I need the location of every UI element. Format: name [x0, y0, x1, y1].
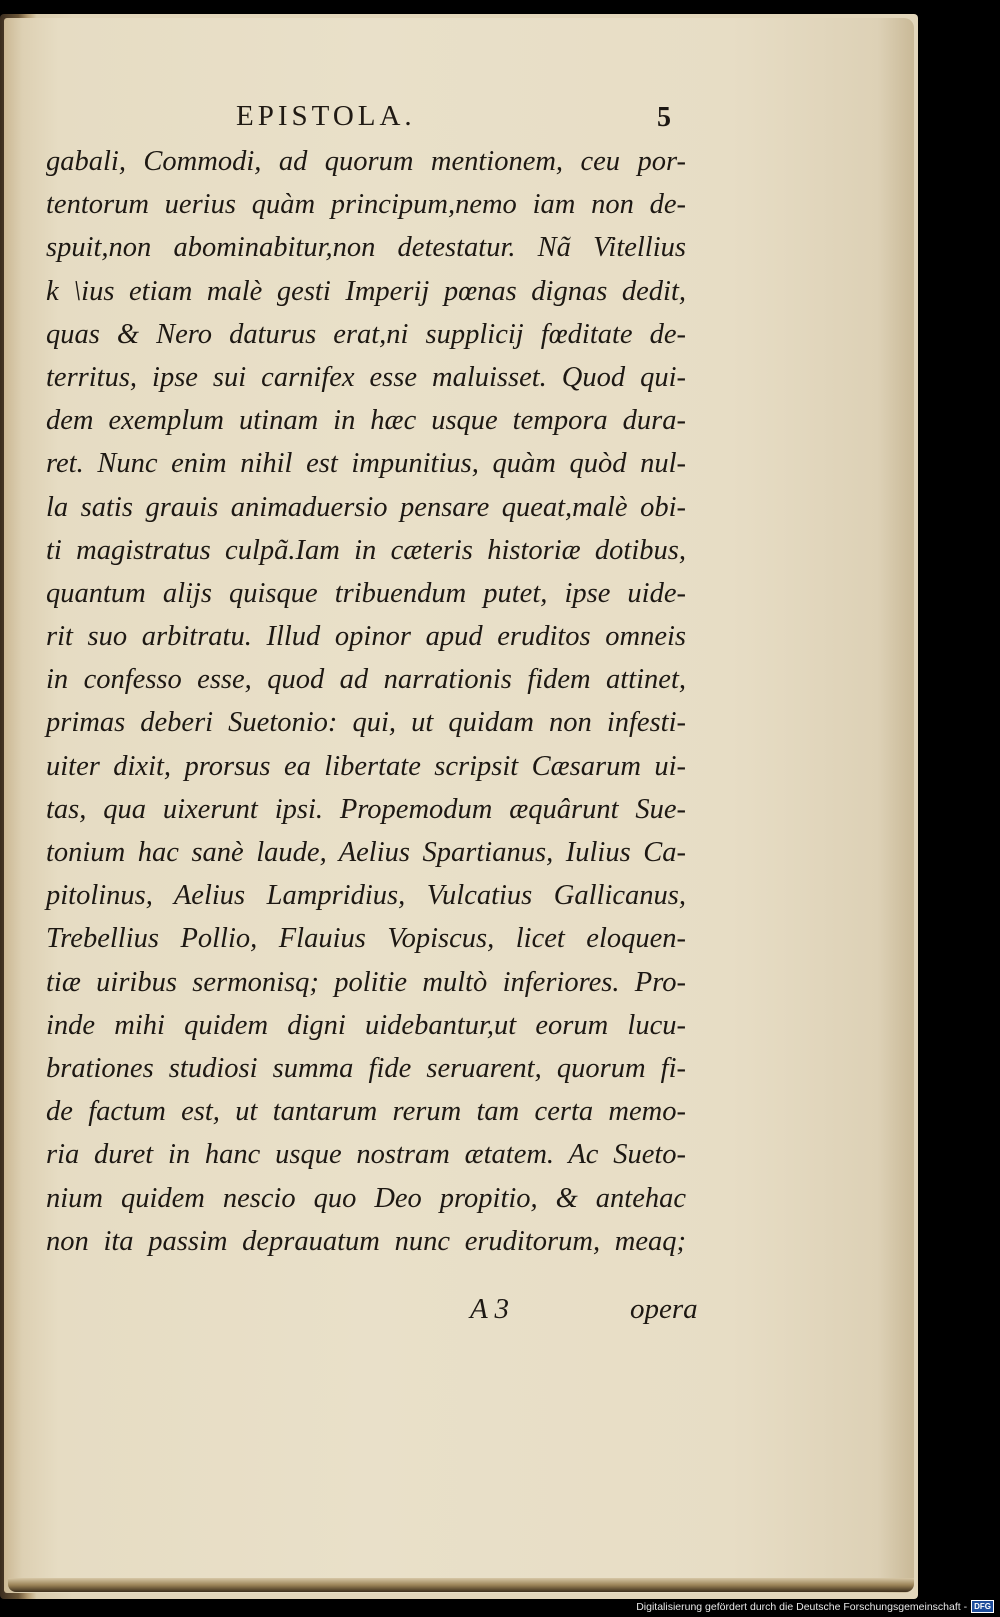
text-line: tentorum uerius quàm principum,nemo iam non de- [46, 189, 686, 221]
text-line: gabali, Commodi, ad quorum mentionem, ceu por- [46, 146, 686, 177]
text-line: in confesso esse, quod ad narrationis fidem attinet, [46, 664, 686, 696]
text-line: spuit,non abominabitur,non detestatur. Nã Vitellius [46, 232, 686, 264]
text-line: rit suo arbitratu. Illud opinor apud eruditos omneis [46, 621, 686, 653]
text-line: la satis grauis animaduersio pensare queat,malè obi- [46, 491, 686, 523]
signature-mark: A 3 [470, 1293, 509, 1325]
text-line: brationes studiosi summa fide seruarent, quorum fi- [46, 1052, 686, 1084]
catchword: opera [630, 1293, 698, 1325]
text-line: primas deberi Suetonio: qui, ut quidam non infesti- [46, 707, 686, 739]
text-line: ti magistratus culpã.Iam in cæteris historiæ dotibus, [46, 534, 686, 566]
text-line: territus, ipse sui carnifex esse maluisset. Quod qui- [46, 361, 686, 393]
text-line: non ita passim deprauatum nunc eruditorum, meaq; [46, 1225, 686, 1257]
text-line: quantum alijs quisque tribuendum putet, ipse uide- [46, 577, 686, 609]
text-line: nium quidem nescio quo Deo propitio, & antehac [46, 1182, 686, 1214]
text-line: tonium hac sanè laude, Aelius Spartianus, Iulius Ca- [46, 837, 686, 868]
body-text [46, 140, 706, 1263]
text-line: pitolinus, Aelius Lampridius, Vulcatius Gallicanus, [46, 880, 686, 912]
text-line: k \ius etiam malè gesti Imperij pœnas dignas dedit, [46, 275, 686, 307]
credit-text: Digitalisierung gefördert durch die Deutsche Forschungsgemeinschaft - [636, 1600, 968, 1613]
text-line: dem exemplum utinam in hæc usque tempora dura- [46, 405, 686, 437]
text-line: quas & Nero daturus erat,ni supplicij fœditate de- [46, 318, 686, 350]
text-line: tas, qua uixerunt ipsi. Propemodum æquârunt Sue- [46, 793, 686, 825]
digitization-credit [636, 1600, 994, 1613]
text-line: tiæ uiribus sermonisq; politie multò inferiores. Pro- [46, 966, 686, 998]
text-line: inde mihi quidem digni uidebantur,ut eorum lucu- [46, 1009, 686, 1041]
page-bottom-edge [8, 1578, 914, 1592]
dfg-logo: DFG [971, 1600, 994, 1613]
folio-number: 5 [657, 102, 671, 133]
text-line: Trebellius Pollio, Flauius Vopiscus, licet eloquen- [46, 923, 686, 955]
text-line: uiter dixit, prorsus ea libertate scripsit Cæsarum ui- [46, 750, 686, 782]
running-head: EPISTOLA. [236, 100, 416, 132]
text-line: ria duret in hanc usque nostram ætatem. Ac Sueto- [46, 1139, 686, 1171]
text-line: de factum est, ut tantarum rerum tam certa memo- [46, 1096, 686, 1128]
text-line: ret. Nunc enim nihil est impunitius, quàm quòd nul- [46, 448, 686, 480]
